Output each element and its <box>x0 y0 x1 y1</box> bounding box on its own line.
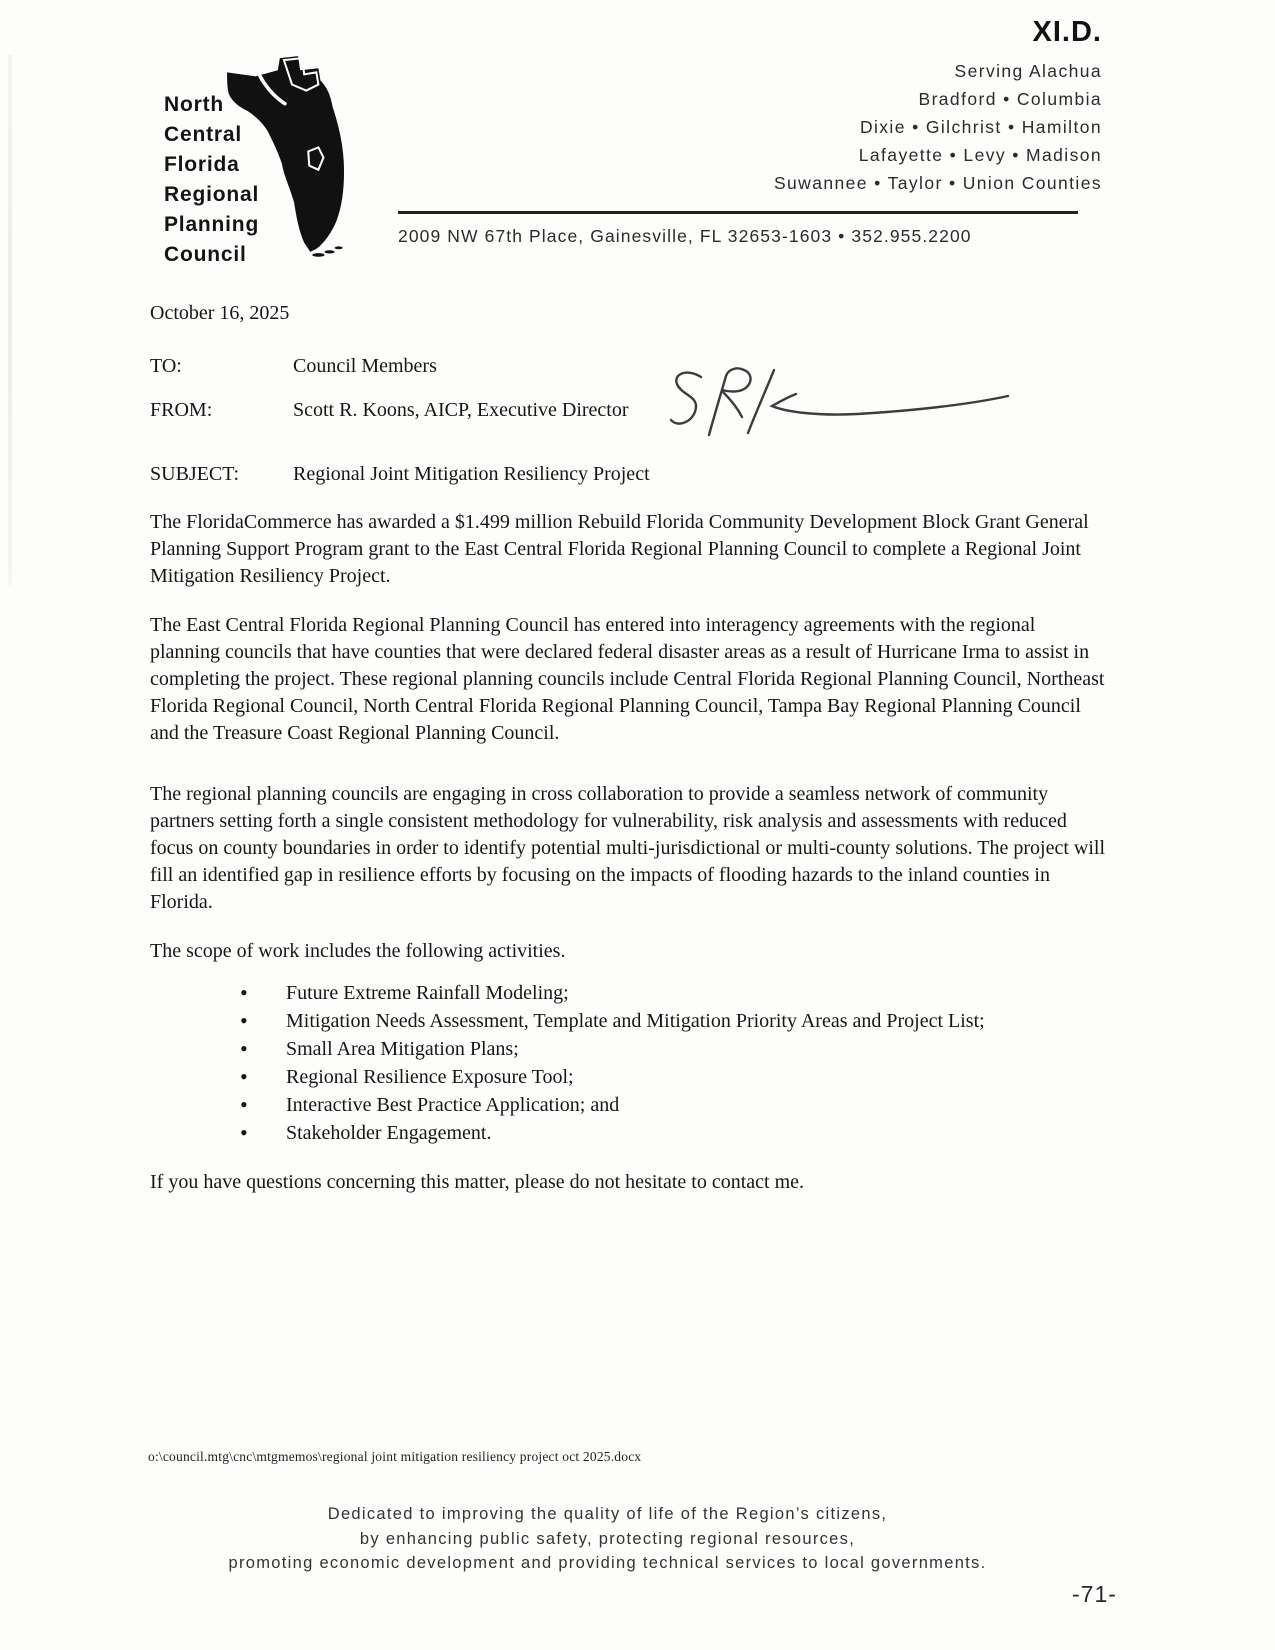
memo-paragraph-1: The FloridaCommerce has awarded a $1.499 million Rebuild Florida Community Development Block Grant General Planning Support Program grant to the East Central Florida Regional Planning Council to complete a Regional Joint Mitigation Resiliency Project. <box>150 511 1089 587</box>
dedication-line: by enhancing public safety, protecting regional resources, <box>359 1529 856 1548</box>
council-logo <box>146 48 364 266</box>
letterhead-right <box>774 16 1102 197</box>
serving-counties-line: Suwannee • Taylor • Union Counties <box>773 173 1102 193</box>
letterhead-rule-address <box>398 211 1078 247</box>
list-item: • Stakeholder Engagement. <box>238 1119 1108 1147</box>
list-item: • Mitigation Needs Assessment, Template and Mitigation Priority Areas and Project List; <box>238 1007 1108 1035</box>
memo-paragraph-2: The East Central Florida Regional Planning Council has entered into interagency agreements with the regional planning councils that have counties that were declared federal disaster areas as a result of Hurricane Irma to assist in completing the project. These regional planning councils include Central Florida Regional Planning Council, Northeast Florida Regional Council, North Central Florida Regional Planning Council, Tampa Bay Regional Planning Council and the Treasure Coast Regional Planning Council. <box>150 614 1105 744</box>
dedication-statement <box>0 1502 1215 1576</box>
memo-field-from <box>150 397 1108 424</box>
serving-counties-line: Lafayette • Levy • Madison <box>858 145 1102 165</box>
scan-artifact <box>8 55 12 585</box>
logo-line: Central <box>164 123 242 146</box>
council-address: 2009 NW 67th Place, Gainesville, FL 32653-1603 • 352.955.2200 <box>398 226 972 246</box>
page-number: -71- <box>1072 1581 1117 1607</box>
closing-line: If you have questions concerning this matter, please do not hesitate to contact me. <box>150 1171 805 1193</box>
serving-counties-line: Bradford • Columbia <box>918 89 1102 109</box>
list-item: • Small Area Mitigation Plans; <box>238 1035 1108 1063</box>
agenda-item-label: XI.D. <box>1032 16 1102 48</box>
to-label: TO: <box>150 355 182 377</box>
scope-intro: The scope of work includes the following activities. <box>150 940 566 962</box>
document-file-path: o:\council.mtg\cnc\mtgmemos\regional joint mitigation resiliency project oct 2025.docx <box>148 1449 642 1464</box>
list-item: • Interactive Best Practice Application; and <box>238 1091 1108 1119</box>
dedication-line: promoting economic development and providing technical services to local governments. <box>228 1554 987 1572</box>
letterhead-divider <box>398 211 1078 214</box>
logo-line: Florida <box>164 153 240 176</box>
subject-label: SUBJECT: <box>150 463 240 485</box>
logo-line: Planning <box>164 213 260 236</box>
dedication-line: Dedicated to improving the quality of life of the Region’s citizens, <box>327 1505 888 1523</box>
memo-body <box>150 300 1108 1218</box>
to-value: Council Members <box>293 355 437 377</box>
list-item: • Future Extreme Rainfall Modeling; <box>238 979 1108 1007</box>
memo-field-to <box>150 353 1108 380</box>
list-item: • Regional Resilience Exposure Tool; <box>238 1063 1108 1091</box>
serving-counties-line: Serving Alachua <box>954 61 1102 81</box>
from-value: Scott R. Koons, AICP, Executive Director <box>293 399 629 421</box>
memo-paragraph-3: The regional planning councils are engaging in cross collaboration to provide a seamless network of community partners setting forth a single consistent methodology for vulnerability, risk analysis and assessments with reduced focus on county boundaries in order to identify potential multi-jurisdictional or multi-county solutions. The project will fill an identified gap in resilience efforts by focusing on the impacts of flooding hazards to the inland counties in Florida. <box>150 783 1106 913</box>
memo-date: October 16, 2025 <box>150 302 290 324</box>
logo-line: Council <box>164 243 247 266</box>
memo-field-subject <box>150 461 1108 488</box>
logo-line: North <box>164 93 224 116</box>
subject-value: Regional Joint Mitigation Resiliency Project <box>293 463 650 485</box>
logo-wordmark <box>164 90 259 270</box>
from-label: FROM: <box>150 399 213 421</box>
serving-counties-line: Dixie • Gilchrist • Hamilton <box>859 117 1102 137</box>
activities-list <box>238 979 1108 1147</box>
logo-line: Regional <box>164 183 260 206</box>
